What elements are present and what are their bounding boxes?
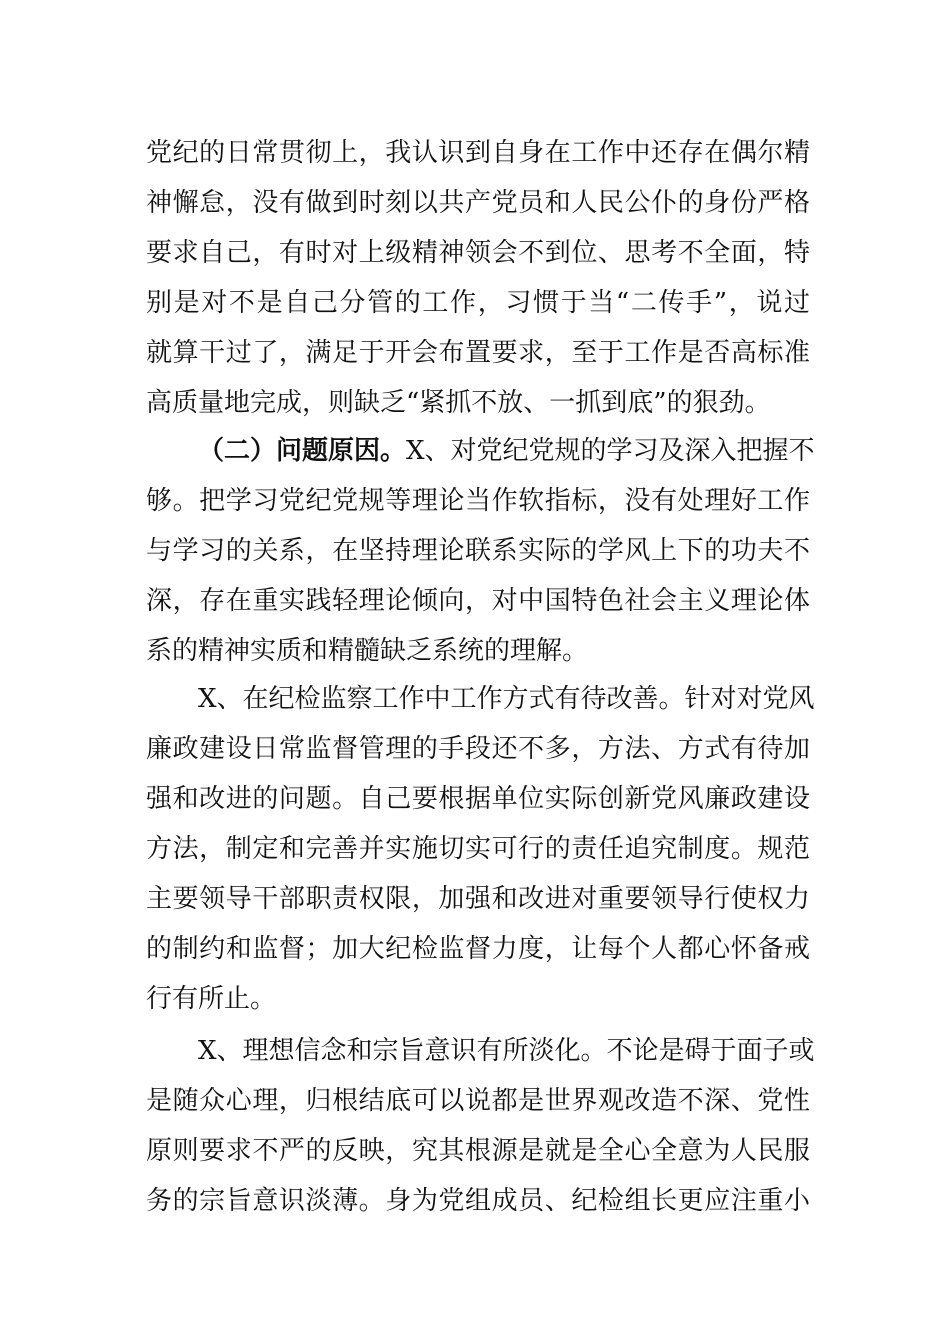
paragraph-line: 方法，制定和完善并实施切实可行的责任追究制度。规范 xyxy=(146,834,810,864)
paragraph-line: 要求自己，有时对上级精神领会不到位、思考不全面，特 xyxy=(146,238,810,268)
paragraph-line: 的制约和监督；加大纪检监督力度，让每个人都心怀备戒 xyxy=(146,934,810,964)
paragraph-line: 就算干过了，满足于开会布置要求，至于工作是否高标准 xyxy=(146,338,810,368)
paragraph-line: 强和改进的问题。自己要根据单位实际创新党风廉政建设 xyxy=(146,784,810,814)
paragraph-line: 务的宗旨意识淡薄。身为党组成员、纪检组长更应注重小 xyxy=(146,1186,810,1216)
paragraph-line: 是随众心理，归根结底可以说都是世界观改造不深、党性 xyxy=(146,1086,810,1116)
paragraph-line: X、在纪检监察工作中工作方式有待改善。针对对党风 xyxy=(198,684,815,714)
paragraph-line: 行有所止。 xyxy=(146,984,277,1014)
paragraph-line: 够。把学习党纪党规等理论当作软指标，没有处理好工作 xyxy=(146,486,810,516)
paragraph-line: 廉政建设日常监督管理的手段还不多，方法、方式有待加 xyxy=(146,734,810,764)
paragraph-line: 高质量地完成，则缺乏“紧抓不放、一抓到底”的狠劲。 xyxy=(146,388,771,418)
paragraph-line: 神懈怠，没有做到时刻以共产党员和人民公仆的身份严格 xyxy=(146,188,810,218)
paragraph-line: 与学习的关系，在坚持理论联系实际的学风上下的功夫不 xyxy=(146,536,810,566)
paragraph-first-line xyxy=(198,428,815,474)
paragraph-line: 主要领导干部职责权限，加强和改进对重要领导行使权力 xyxy=(146,884,810,914)
paragraph-line: 党纪的日常贯彻上，我认识到自身在工作中还存在偶尔精 xyxy=(146,138,810,168)
paragraph-line: 深，存在重实践轻理论倾向，对中国特色社会主义理论体 xyxy=(146,586,810,616)
paragraph-line: 原则要求不严的反映，究其根源是就是全心全意为人民服 xyxy=(146,1136,810,1166)
paragraph-line: 别是对不是自己分管的工作，习惯于当“二传手”，说过 xyxy=(146,288,810,318)
paragraph-line: 系的精神实质和精髓缺乏系统的理解。 xyxy=(146,636,589,666)
paragraph-line: X、理想信念和宗旨意识有所淡化。不论是碍于面子或 xyxy=(198,1036,815,1066)
section-heading: （二）问题原因。 xyxy=(198,436,407,466)
paragraph-text: X、对党纪党规的学习及深入把握不 xyxy=(406,436,815,466)
